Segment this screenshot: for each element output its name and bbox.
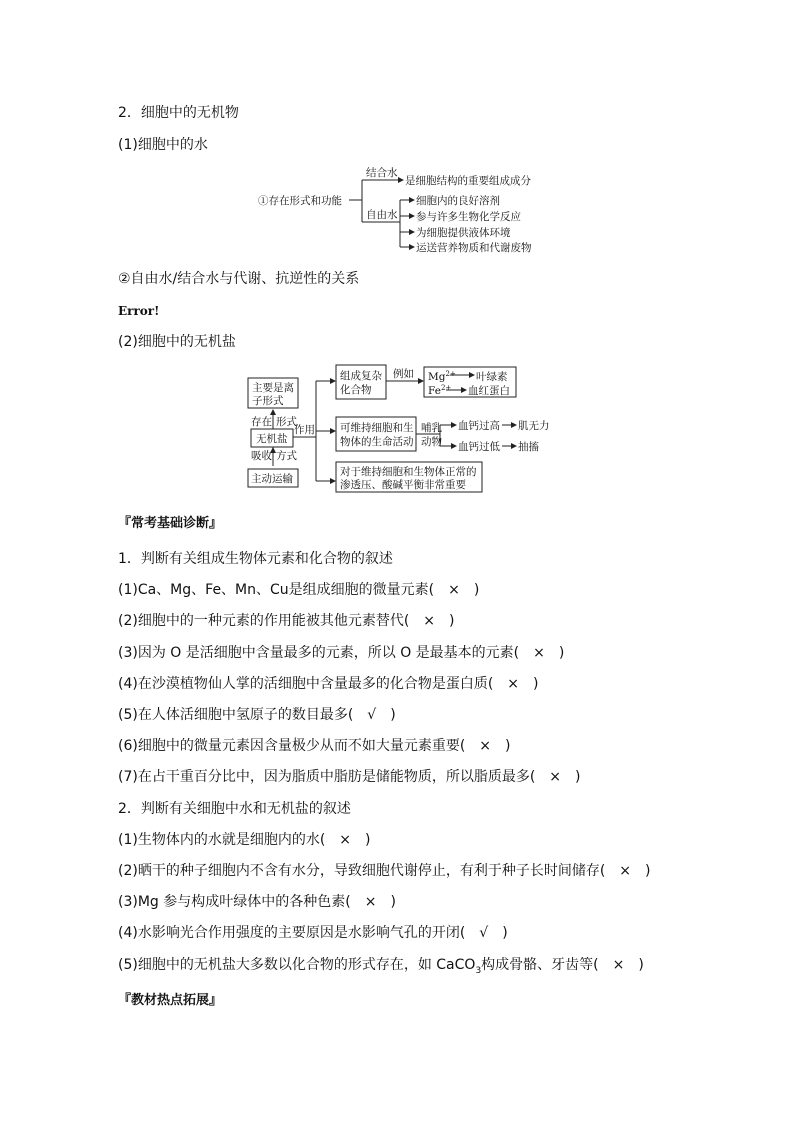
water-root: ①存在形式和功能 (258, 195, 342, 207)
life-activity-text: 物体的生命活动 (340, 436, 414, 448)
form-label: 形式 (276, 416, 297, 428)
list-item: (5)细胞中的无机盐大多数以化合物的形式存在，如 CaCO$_3$构成骨骼、牙齿等( × ) (118, 957, 644, 976)
free-water-function: 为细胞提供液体环境 (416, 227, 511, 239)
error-text: Error! (118, 304, 160, 318)
mg-ion-text: $Mg^{2+}$ (428, 370, 456, 383)
q1-heading: 1．判断有关组成生物体元素和化合物的叙述 (118, 551, 393, 567)
salt-heading: (2)细胞中的无机盐 (118, 334, 236, 350)
absorb-label: 吸收 (251, 450, 272, 462)
relation-heading: ②自由水/结合水与代谢、抗逆性的关系 (118, 271, 360, 287)
free-water-function: 参与许多生物化学反应 (416, 211, 521, 223)
list-item: (7)在占干重百分比中，因为脂质中脂肪是储能物质，所以脂质最多( × ) (118, 769, 581, 785)
list-item: (2)细胞中的一种元素的作用能被其他元素替代( × ) (118, 613, 455, 629)
list-item: (3)Mg 参与构成叶绿体中的各种色素( × ) (118, 894, 396, 910)
basics-title: 『常考基础诊断』 (118, 516, 223, 531)
life-activity-text: 可维持细胞和生 (340, 422, 414, 434)
osmotic-text: 对于维持细胞和生物体正常的 (340, 466, 477, 478)
list-item: (4)在沙漠植物仙人掌的活细胞中含量最多的化合物是蛋白质( × ) (118, 676, 539, 692)
compose-text: 组成复杂 (340, 370, 382, 382)
fe-ion-text: $Fe^{2+}$ (428, 384, 452, 397)
free-water-function: 运送营养物质和代谢废物 (416, 242, 532, 254)
bound-water-function: 是细胞结构的重要组成成分 (405, 175, 531, 187)
method-label: 方式 (276, 450, 297, 462)
list-item: (3)因为 O 是活细胞中含量最多的元素，所以 O 是最基本的元素( × ) (118, 645, 565, 661)
main-form-text: 主要是离 (252, 382, 294, 394)
ca-high-text: 血钙过高 (458, 420, 500, 432)
list-item: (1)生物体内的水就是细胞内的水( × ) (118, 832, 371, 848)
q2-heading: 2．判断有关细胞中水和无机盐的叙述 (118, 801, 351, 817)
effect-label: 作用 (294, 424, 315, 436)
weakness-text: 肌无力 (518, 420, 550, 432)
mammal-text: 哺乳 (421, 422, 442, 434)
main-form-text: 子形式 (252, 395, 284, 407)
active-transport-label: 主动运输 (251, 473, 293, 485)
hemoglobin-text: 血红蛋白 (468, 385, 510, 397)
osmotic-text: 渗透压、酸碱平衡非常重要 (340, 479, 466, 491)
section-heading: 2．细胞中的无机物 (118, 105, 239, 121)
mammal-text: 动物 (421, 436, 442, 448)
list-item: (6)细胞中的微量元素因含量极少从而不如大量元素重要( × ) (118, 738, 511, 754)
water-heading: (1)细胞中的水 (118, 137, 208, 153)
salt-label: 无机盐 (256, 433, 288, 445)
free-water-function: 细胞内的良好溶剂 (416, 195, 500, 207)
list-item: (4)水影响光合作用强度的主要原因是水影响气孔的开闭( √ ) (118, 925, 508, 941)
list-item: (5)在人体活细胞中氢原子的数目最多( √ ) (118, 707, 396, 723)
list-item: (2)晒干的种子细胞内不含有水分，导致细胞代谢停止，有利于种子长时间储存( × ) (118, 863, 651, 879)
free-water-label: 自由水 (366, 209, 398, 221)
list-item: (1)Ca、Mg、Fe、Mn、Cu是组成细胞的微量元素( × ) (118, 582, 480, 598)
ca-low-text: 血钙过低 (458, 441, 500, 453)
compose-text: 化合物 (340, 384, 372, 396)
chlorophyll-text: 叶绿素 (476, 371, 508, 383)
exist-label: 存在 (251, 416, 272, 428)
example-label: 例如 (393, 368, 414, 380)
cramp-text: 抽搐 (518, 441, 539, 453)
extension-title: 『教材热点拓展』 (118, 993, 223, 1008)
bound-water-label: 结合水 (366, 167, 398, 179)
